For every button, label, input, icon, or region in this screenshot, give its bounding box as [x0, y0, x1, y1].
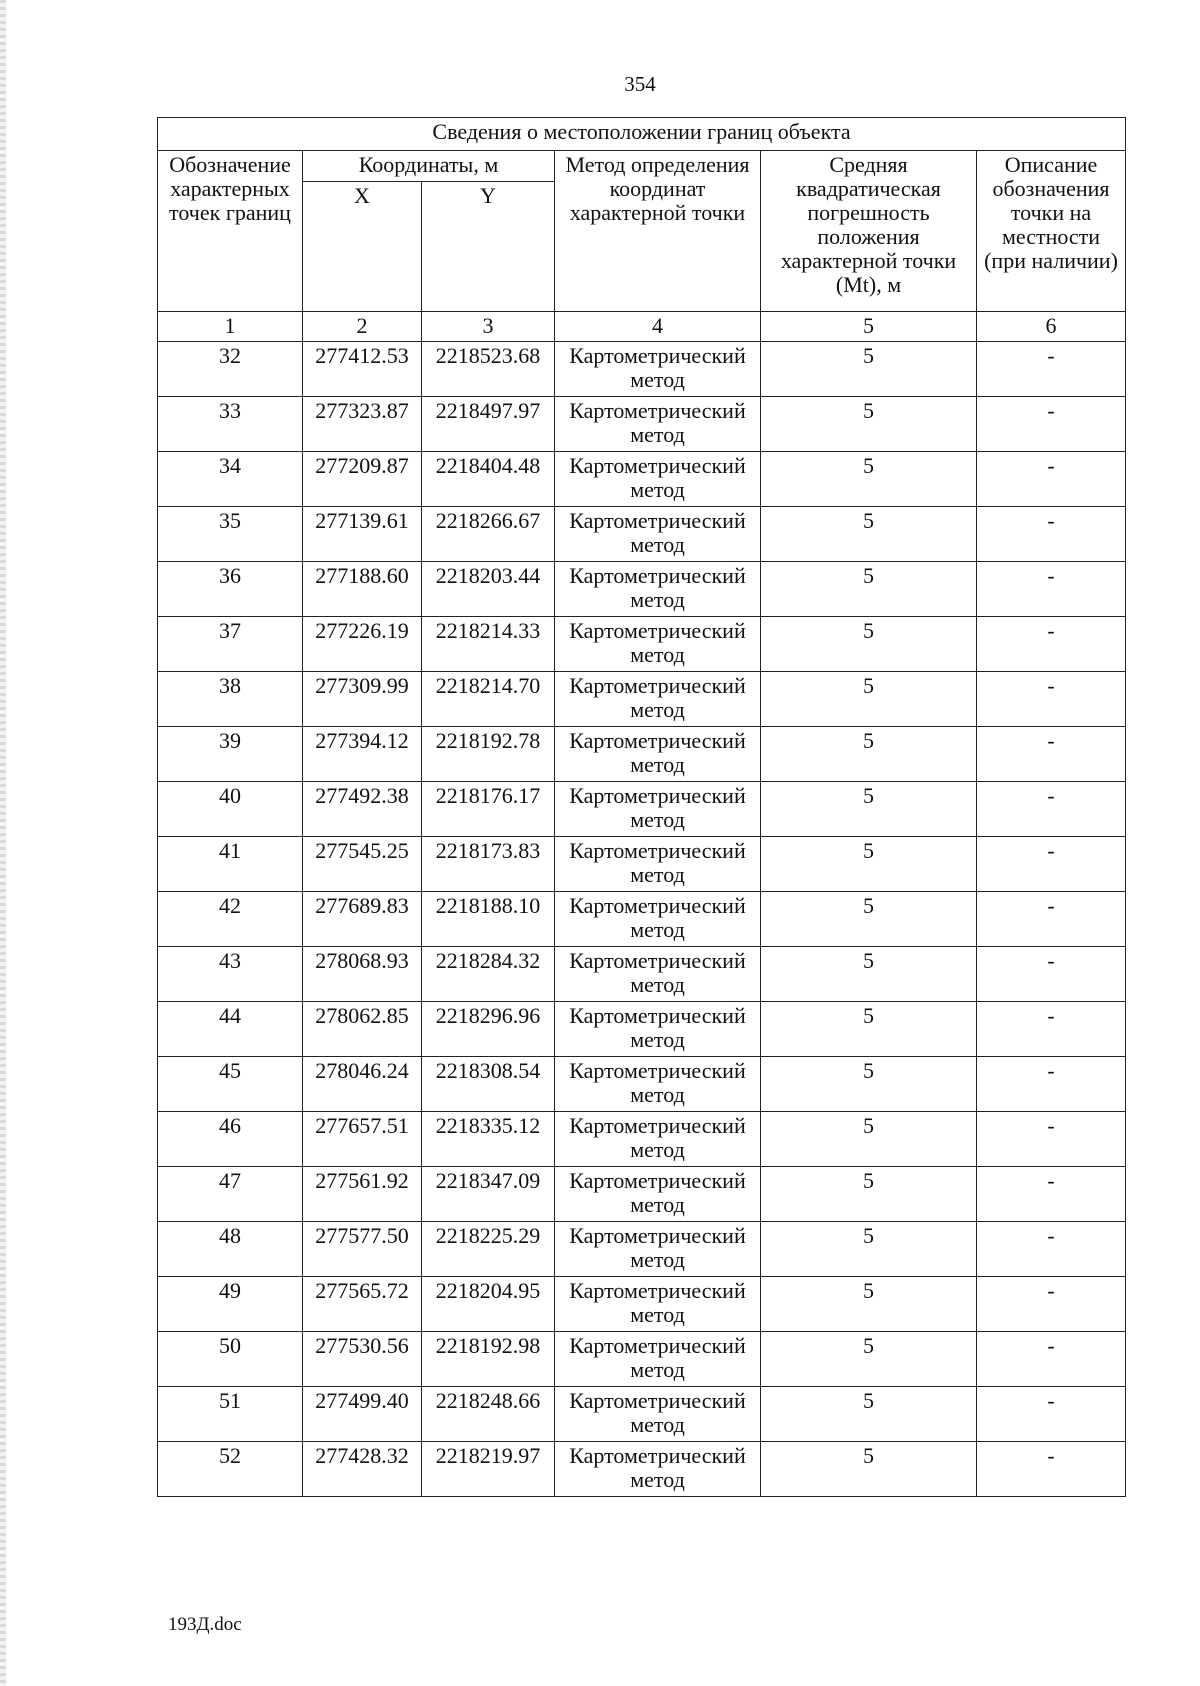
header-coordinates: Координаты, м [303, 151, 555, 182]
table-row [158, 1002, 1126, 1057]
cell-x: 277209.87 [303, 452, 422, 507]
cell-x: 277139.61 [303, 507, 422, 562]
cell-description: - [977, 1277, 1126, 1332]
boundary-table [157, 117, 1126, 1497]
cell-error: 5 [761, 1332, 977, 1387]
column-number: 2 [303, 312, 422, 342]
table-row [158, 342, 1126, 397]
table-row [158, 782, 1126, 837]
cell-method: Картометрический метод [555, 947, 761, 1002]
cell-x: 277226.19 [303, 617, 422, 672]
cell-description: - [977, 782, 1126, 837]
cell-y: 2218204.95 [422, 1277, 555, 1332]
table-row [158, 397, 1126, 452]
cell-y: 2218225.29 [422, 1222, 555, 1277]
column-number: 5 [761, 312, 977, 342]
cell-point: 38 [158, 672, 303, 727]
cell-point: 41 [158, 837, 303, 892]
cell-x: 277545.25 [303, 837, 422, 892]
table-row [158, 672, 1126, 727]
cell-error: 5 [761, 1112, 977, 1167]
cell-description: - [977, 1002, 1126, 1057]
table-row [158, 837, 1126, 892]
table-row [158, 1222, 1126, 1277]
cell-x: 277309.99 [303, 672, 422, 727]
cell-method: Картометрический метод [555, 1387, 761, 1442]
table-row [158, 892, 1126, 947]
cell-point: 44 [158, 1002, 303, 1057]
cell-point: 37 [158, 617, 303, 672]
cell-point: 33 [158, 397, 303, 452]
cell-method: Картометрический метод [555, 452, 761, 507]
cell-method: Картометрический метод [555, 892, 761, 947]
table-row [158, 1442, 1126, 1497]
cell-point: 32 [158, 342, 303, 397]
cell-y: 2218248.66 [422, 1387, 555, 1442]
cell-error: 5 [761, 837, 977, 892]
cell-method: Картометрический метод [555, 1002, 761, 1057]
cell-description: - [977, 617, 1126, 672]
cell-method: Картометрический метод [555, 1332, 761, 1387]
cell-description: - [977, 727, 1126, 782]
cell-method: Картометрический метод [555, 342, 761, 397]
cell-description: - [977, 837, 1126, 892]
table-body [158, 342, 1126, 1497]
table-row [158, 1387, 1126, 1442]
cell-x: 277499.40 [303, 1387, 422, 1442]
column-number: 3 [422, 312, 555, 342]
header-designation: Обозначение характерных точек границ [158, 151, 303, 312]
cell-x: 277689.83 [303, 892, 422, 947]
cell-method: Картометрический метод [555, 1057, 761, 1112]
cell-point: 48 [158, 1222, 303, 1277]
cell-point: 46 [158, 1112, 303, 1167]
column-number: 1 [158, 312, 303, 342]
cell-description: - [977, 562, 1126, 617]
cell-x: 277561.92 [303, 1167, 422, 1222]
cell-description: - [977, 947, 1126, 1002]
cell-method: Картометрический метод [555, 727, 761, 782]
cell-error: 5 [761, 1002, 977, 1057]
cell-y: 2218219.97 [422, 1442, 555, 1497]
cell-y: 2218214.33 [422, 617, 555, 672]
cell-error: 5 [761, 672, 977, 727]
cell-y: 2218308.54 [422, 1057, 555, 1112]
column-number: 6 [977, 312, 1126, 342]
page-number: 354 [624, 72, 656, 96]
cell-x: 278046.24 [303, 1057, 422, 1112]
cell-y: 2218497.97 [422, 397, 555, 452]
cell-point: 36 [158, 562, 303, 617]
cell-description: - [977, 452, 1126, 507]
cell-description: - [977, 397, 1126, 452]
table-caption: Сведения о местоположении границ объекта [158, 118, 1126, 151]
cell-error: 5 [761, 1167, 977, 1222]
cell-method: Картометрический метод [555, 507, 761, 562]
cell-y: 2218347.09 [422, 1167, 555, 1222]
cell-description: - [977, 507, 1126, 562]
cell-y: 2218214.70 [422, 672, 555, 727]
table-row [158, 947, 1126, 1002]
cell-error: 5 [761, 727, 977, 782]
cell-error: 5 [761, 397, 977, 452]
cell-description: - [977, 1332, 1126, 1387]
cell-x: 277188.60 [303, 562, 422, 617]
cell-y: 2218523.68 [422, 342, 555, 397]
cell-y: 2218335.12 [422, 1112, 555, 1167]
cell-x: 277428.32 [303, 1442, 422, 1497]
cell-y: 2218203.44 [422, 562, 555, 617]
cell-error: 5 [761, 1387, 977, 1442]
cell-x: 277492.38 [303, 782, 422, 837]
cell-point: 52 [158, 1442, 303, 1497]
cell-method: Картометрический метод [555, 1277, 761, 1332]
table-row [158, 727, 1126, 782]
cell-method: Картометрический метод [555, 397, 761, 452]
table-row [158, 1277, 1126, 1332]
cell-point: 34 [158, 452, 303, 507]
cell-method: Картометрический метод [555, 782, 761, 837]
cell-x: 278062.85 [303, 1002, 422, 1057]
table-row [158, 507, 1126, 562]
cell-y: 2218266.67 [422, 507, 555, 562]
header-error: Средняя квадратическая погрешность положения характерной точки (Mt), м [761, 151, 977, 312]
cell-point: 47 [158, 1167, 303, 1222]
cell-x: 277323.87 [303, 397, 422, 452]
cell-description: - [977, 342, 1126, 397]
cell-y: 2218176.17 [422, 782, 555, 837]
cell-error: 5 [761, 562, 977, 617]
cell-y: 2218173.83 [422, 837, 555, 892]
cell-x: 278068.93 [303, 947, 422, 1002]
cell-error: 5 [761, 1277, 977, 1332]
cell-method: Картометрический метод [555, 1222, 761, 1277]
cell-error: 5 [761, 947, 977, 1002]
cell-x: 277657.51 [303, 1112, 422, 1167]
cell-point: 35 [158, 507, 303, 562]
column-number: 4 [555, 312, 761, 342]
cell-method: Картометрический метод [555, 562, 761, 617]
cell-y: 2218192.78 [422, 727, 555, 782]
cell-error: 5 [761, 892, 977, 947]
cell-x: 277412.53 [303, 342, 422, 397]
header-y: Y [422, 182, 555, 312]
cell-error: 5 [761, 1057, 977, 1112]
table-row [158, 452, 1126, 507]
cell-method: Картометрический метод [555, 617, 761, 672]
cell-method: Картометрический метод [555, 1112, 761, 1167]
table-row [158, 1112, 1126, 1167]
cell-error: 5 [761, 782, 977, 837]
table-row [158, 1057, 1126, 1112]
cell-point: 42 [158, 892, 303, 947]
cell-point: 43 [158, 947, 303, 1002]
cell-error: 5 [761, 507, 977, 562]
cell-error: 5 [761, 1222, 977, 1277]
header-x: X [303, 182, 422, 312]
table-caption-row [158, 118, 1126, 151]
cell-point: 40 [158, 782, 303, 837]
cell-error: 5 [761, 452, 977, 507]
table-row [158, 562, 1126, 617]
cell-description: - [977, 1387, 1126, 1442]
cell-method: Картометрический метод [555, 1167, 761, 1222]
cell-y: 2218188.10 [422, 892, 555, 947]
cell-description: - [977, 892, 1126, 947]
cell-description: - [977, 1112, 1126, 1167]
header-description: Описание обозначения точки на местности (при наличии) [977, 151, 1126, 312]
cell-point: 51 [158, 1387, 303, 1442]
cell-description: - [977, 1057, 1126, 1112]
table-row [158, 1167, 1126, 1222]
cell-point: 39 [158, 727, 303, 782]
cell-point: 49 [158, 1277, 303, 1332]
scan-edge [0, 0, 6, 1686]
column-number-row [158, 312, 1126, 342]
header-row [158, 151, 1126, 182]
table-row [158, 1332, 1126, 1387]
cell-description: - [977, 1442, 1126, 1497]
cell-error: 5 [761, 617, 977, 672]
cell-method: Картометрический метод [555, 672, 761, 727]
cell-x: 277530.56 [303, 1332, 422, 1387]
footer-filename: 193Д.doc [168, 1614, 242, 1635]
cell-error: 5 [761, 1442, 977, 1497]
cell-y: 2218192.98 [422, 1332, 555, 1387]
cell-description: - [977, 672, 1126, 727]
cell-y: 2218404.48 [422, 452, 555, 507]
cell-description: - [977, 1167, 1126, 1222]
cell-point: 50 [158, 1332, 303, 1387]
cell-x: 277394.12 [303, 727, 422, 782]
table-row [158, 617, 1126, 672]
cell-x: 277577.50 [303, 1222, 422, 1277]
header-method: Метод определения координат характерной точки [555, 151, 761, 312]
cell-error: 5 [761, 342, 977, 397]
cell-point: 45 [158, 1057, 303, 1112]
cell-x: 277565.72 [303, 1277, 422, 1332]
cell-method: Картометрический метод [555, 1442, 761, 1497]
cell-y: 2218284.32 [422, 947, 555, 1002]
cell-method: Картометрический метод [555, 837, 761, 892]
cell-description: - [977, 1222, 1126, 1277]
cell-y: 2218296.96 [422, 1002, 555, 1057]
